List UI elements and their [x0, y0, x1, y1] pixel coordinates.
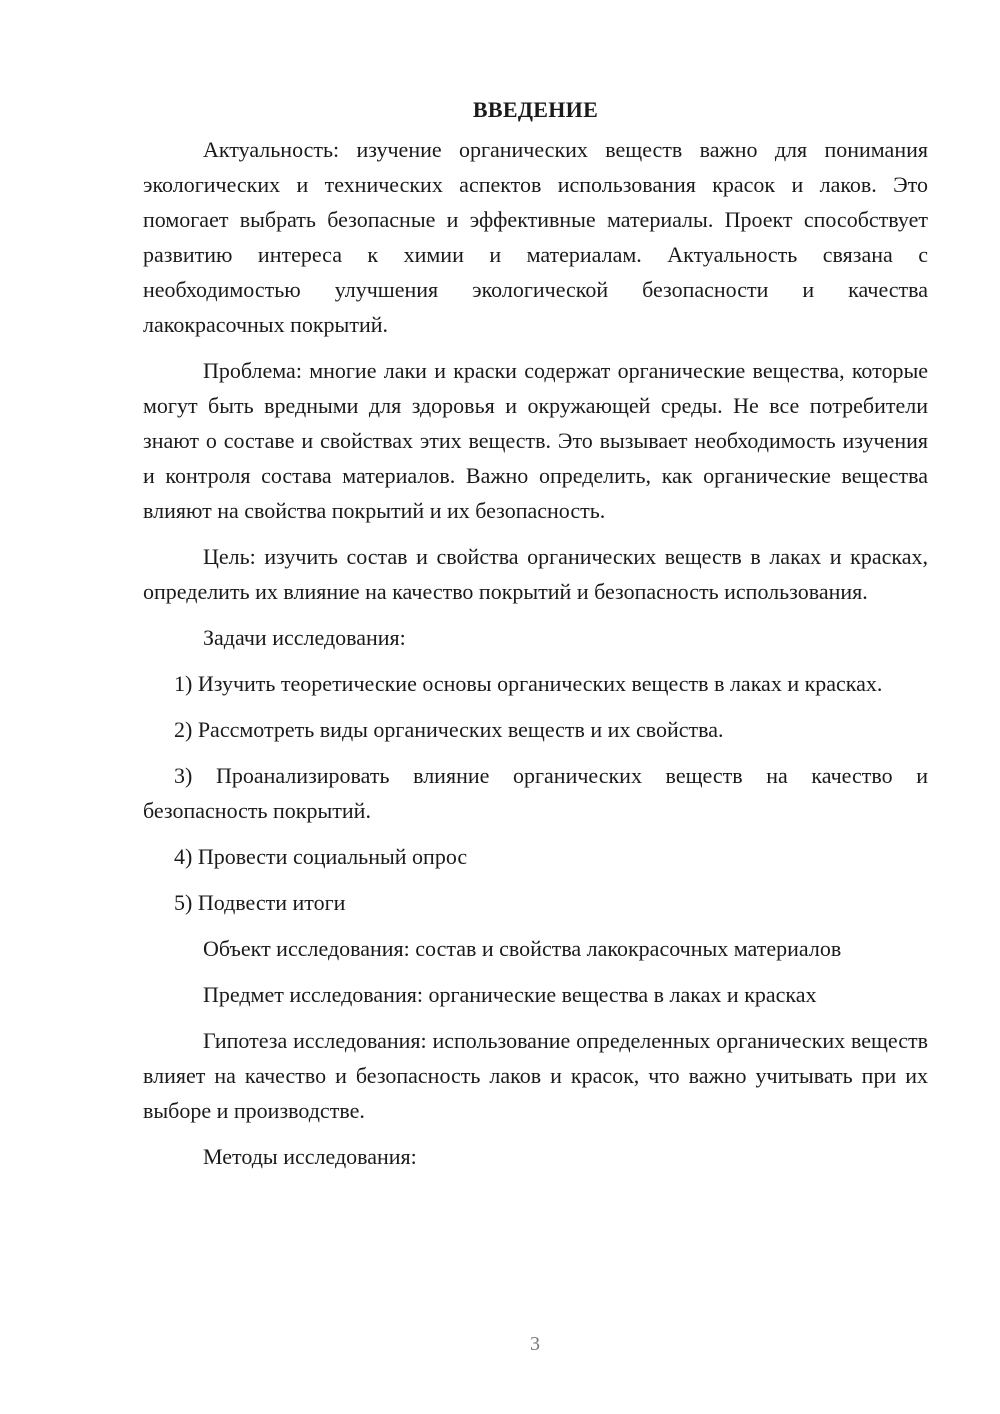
hypothesis-paragraph: Гипотеза исследования: использование определенных органических веществ влияет на качество и безопасность лаков и красок, что важно учитывать при их выборе и производстве.	[143, 1028, 928, 1123]
task-item-4: 4) Провести социальный опрос	[174, 844, 468, 869]
section-title: ВВЕДЕНИЕ	[472, 97, 599, 122]
object-paragraph: Объект исследования: состав и свойства лакокрасочных материалов	[203, 936, 842, 961]
page-number: 3	[530, 1333, 540, 1355]
tasks-heading: Задачи исследования:	[203, 625, 406, 650]
task-item-3: 3) Проанализировать влияние органических веществ на качество и безопасность покрытий.	[143, 763, 928, 823]
task-item-5: 5) Подвести итоги	[174, 890, 346, 915]
methods-heading: Методы исследования:	[203, 1144, 417, 1169]
task-item-2: 2) Рассмотреть виды органических веществ и их свойства.	[174, 717, 724, 742]
relevance-paragraph: Актуальность: изучение органических веществ важно для понимания экологических и технических аспектов использования красок и лаков. Это помогает выбрать безопасные и эффективные материалы. Проект способствует развитию интереса к химии и материалам. Актуальность связана с необходимостью улучшения экологической безопасности и качества лакокрасочных покрытий.	[143, 137, 928, 337]
task-item-1: 1) Изучить теоретические основы органических веществ в лаках и красках.	[174, 671, 883, 696]
goal-paragraph: Цель: изучить состав и свойства органических веществ в лаках и красках, определить их влияние на качество покрытий и безопасность использования.	[143, 544, 928, 604]
page-content	[143, 92, 928, 1185]
problem-paragraph: Проблема: многие лаки и краски содержат органические вещества, которые могут быть вредными для здоровья и окружающей среды. Не все потребители знают о составе и свойствах этих веществ. Это вызывает необходимость изучения и контроля состава материалов. Важно определить, как органические вещества влияют на свойства покрытий и их безопасность.	[143, 358, 928, 523]
subject-paragraph: Предмет исследования: органические вещества в лаках и красках	[203, 982, 817, 1007]
